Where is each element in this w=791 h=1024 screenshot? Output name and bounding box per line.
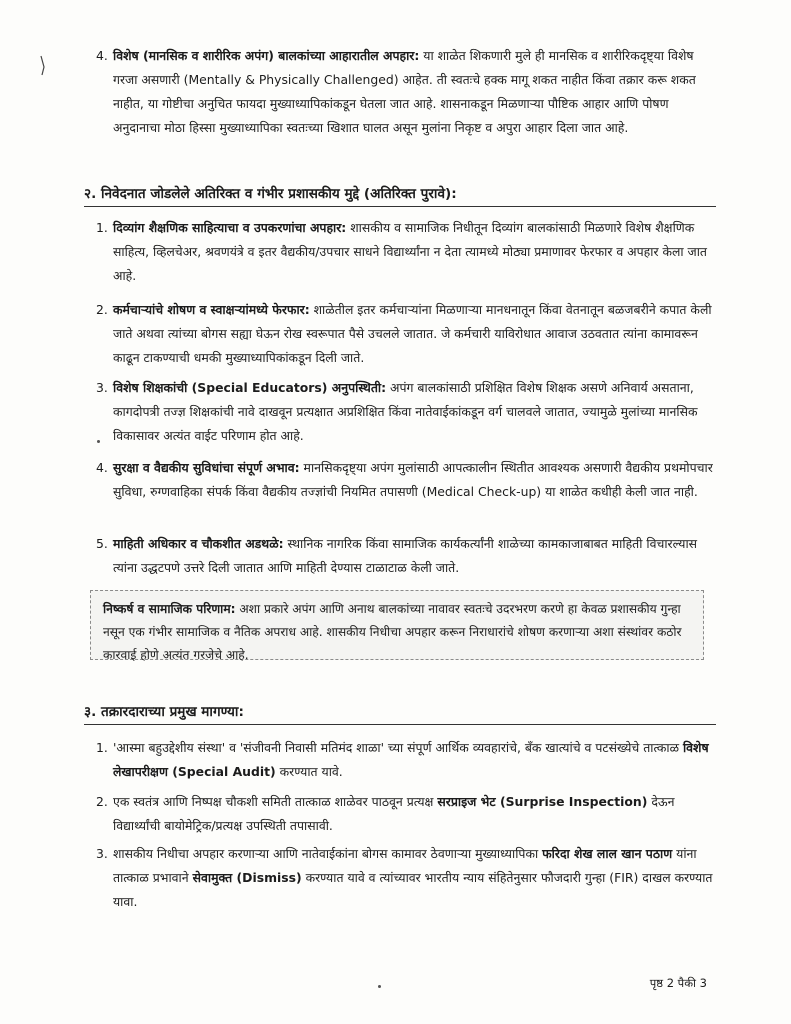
item-body [113,376,716,448]
item-number: 1. [96,740,108,755]
section2-divider [84,206,716,207]
item-text: स्थानिक नागरिक किंवा सामाजिक कार्यकर्त्यांनी शाळेच्या कामकाजाबाबत माहिती विचारल्यास त्यांना उद्धटपणे उत्तरे दिली जातात आणि माहिती देण्यास टाळाटाळ केली जाते. [113,536,698,575]
item-number: 4. [96,460,108,475]
item-number: 2. [96,794,108,809]
section2-heading: २. निवेदनात जोडलेले अतिरिक्त व गंभीर प्रशासकीय मुद्दे (अतिरिक्त पुरावे): [84,186,457,202]
item-title: विशेष (मानसिक व शारीरिक अपंग) बालकांच्या आहारातील अपहार: [113,48,420,63]
item-text: एक स्वतंत्र आणि निष्पक्ष चौकशी समिती तात्काळ शाळेवर पाठवून प्रत्यक्ष [113,794,438,809]
item-body [113,44,716,140]
item-text: मानसिकदृष्ट्या अपंग मुलांसाठी आपत्कालीन स्थितीत आवश्यक असणारी वैद्यकीय प्रथमोपचार सुविधा, रुग्णवाहिका संपर्क किंवा वैद्यकीय तज्ज्ञांची नियमित तपासणी (Medical Check-up) या शाळेत कधीही केली जात नाही. [113,460,713,499]
item-number: 3. [96,380,108,395]
item-text: या शाळेत शिकणारी मुले ही मानसिक व शारीरिकदृष्ट्या विशेष गरजा असणारी (Mentally & Physically Challenged) आहेत. ती स्वतःचे हक्क मागू शकत नाहीत किंवा तक्रार करू शकत नाहीत, या गोष्टीचा अनुचित फायदा मुख्याध्यापिकांकडून घेतला जात आहे. शासनाकडून मिळणाऱ्या पौष्टिक आहार आणि पोषण अनुदानाचा मोठा हिस्सा मुख्याध्यापिका स्वतःच्या खिशात घालत असून मुलांना निकृष्ट व अपुरा आहार दिला जात आहे. [113,48,696,135]
item-body [113,456,716,504]
item-text: देऊन विद्यार्थ्यांची बायोमेट्रिक/प्रत्यक्ष उपस्थिती तपासावी. [113,794,675,833]
item-emphasis: फरिदा शेख लाल खान पठाण [542,846,673,861]
item-body [113,532,716,580]
item-number: 3. [96,846,108,861]
item-title: सुरक्षा व वैद्यकीय सुविधांचा संपूर्ण अभाव: [113,460,300,475]
item-number: 2. [96,302,108,317]
item-text: करण्यात यावे व त्यांच्यावर भारतीय न्याय संहितेनुसार फौजदारी गुन्हा (FIR) दाखल करण्यात यावा. [113,870,713,909]
page-number: पृष्ठ 2 पैकी 3 [649,976,707,990]
item-text: 'आस्मा बहुउद्देशीय संस्था' व 'संजीवनी निवासी मतिमंद शाळा' च्या संपूर्ण आर्थिक व्यवहारांचे, बँक खात्यांचे व पटसंख्येचे तात्काळ [113,740,683,755]
item-number: 4. [96,48,108,63]
section2-item-3 [96,376,716,448]
item-number: 1. [96,220,108,235]
section3-item-1 [96,736,716,784]
item-title: माहिती अधिकार व चौकशीत अडथळे: [113,536,284,551]
item-body [113,298,716,370]
conclusion-title: निष्कर्ष व सामाजिक परिणाम: [103,602,236,616]
item-body [113,842,716,914]
conclusion-text: अशा प्रकारे अपंग आणि अनाथ बालकांच्या नावावर स्वतःचे उदरभरण करणे हा केवळ प्रशासकीय गुन्हा नसून एक गंभीर सामाजिक व नैतिक अपराध आहे. शासकीय निधीचा अपहार करून निराधारांचे शोषण करणाऱ्या अशा संस्थांवर कठोर कारवाई होणे अत्यंत गरजेचे आहे. [103,602,682,662]
item-number: 5. [96,536,108,551]
item-emphasis: विशेष लेखापरीक्षण (Special Audit) [113,740,709,779]
item-title: विशेष शिक्षकांची (Special Educators) अनुपस्थिती: [113,380,387,395]
item-title: कर्मचाऱ्यांचे शोषण व स्वाक्षऱ्यांमध्ये फेरफार: [113,302,310,317]
section3-heading: ३. तक्रारदाराच्या प्रमुख मागण्या: [84,704,244,720]
item-text: शासकीय व सामाजिक निधीतून दिव्यांग बालकांसाठी मिळणारे विशेष शैक्षणिक साहित्य, व्हिलचेअर, श्रवणयंत्रे व इतर वैद्यकीय/उपचार साधने विद्यार्थ्यांना न देता त्यामध्ये मोठ्या प्रमाणावर फेरफार व अपहार केला जात आहे. [113,220,707,283]
item-body [113,790,716,838]
item-text: करण्यात यावे. [275,764,343,779]
conclusion-box [90,590,704,660]
item-emphasis: सेवामुक्त (Dismiss) [192,870,302,885]
scan-mark [38,55,48,77]
item-body [113,736,716,784]
section3-divider [84,724,716,725]
section3-item-2 [96,790,716,838]
item-text: यांना तात्काळ प्रभावाने [113,846,697,885]
item-body [113,216,716,288]
item-text: अपंग बालकांसाठी प्रशिक्षित विशेष शिक्षक असणे अनिवार्य असताना, कागदोपत्री तज्ज्ञ शिक्षकांची नावे दाखवून प्रत्यक्षात अप्रशिक्षित किंवा नातेवाईकांकडून वर्ग चालवले जातात, ज्यामुळे मुलांच्या मानसिक विकासावर अत्यंत वाईट परिणाम होत आहे. [113,380,698,443]
section3-item-3 [96,842,716,914]
section1-item-4 [96,44,716,140]
item-emphasis: सरप्राइज भेट (Surprise Inspection) [437,794,648,809]
item-text: शासकीय निधीचा अपहार करणाऱ्या आणि नातेवाईकांना बोगस कामावर ठेवणाऱ्या मुख्याध्यापिका [113,846,543,861]
section2-item-5 [96,532,716,580]
section2-item-2 [96,298,716,370]
scan-dot [378,985,381,988]
item-title: दिव्यांग शैक्षणिक साहित्याचा व उपकरणांचा अपहार: [113,220,347,235]
section2-item-4 [96,456,716,504]
section2-item-1 [96,216,716,288]
item-text: शाळेतील इतर कर्मचाऱ्यांना मिळणाऱ्या मानधनातून किंवा वेतनातून बळजबरीने कपात केली जाते अथवा त्यांच्या बोगस सह्या घेऊन रोख स्वरूपात पैसे उचलले जातात. जे कर्मचारी याविरोधात आवाज उठवतात त्यांना कामावरून काढून टाकण्याची धमकी मुख्याध्यापिकांकडून दिली जाते. [113,302,712,365]
